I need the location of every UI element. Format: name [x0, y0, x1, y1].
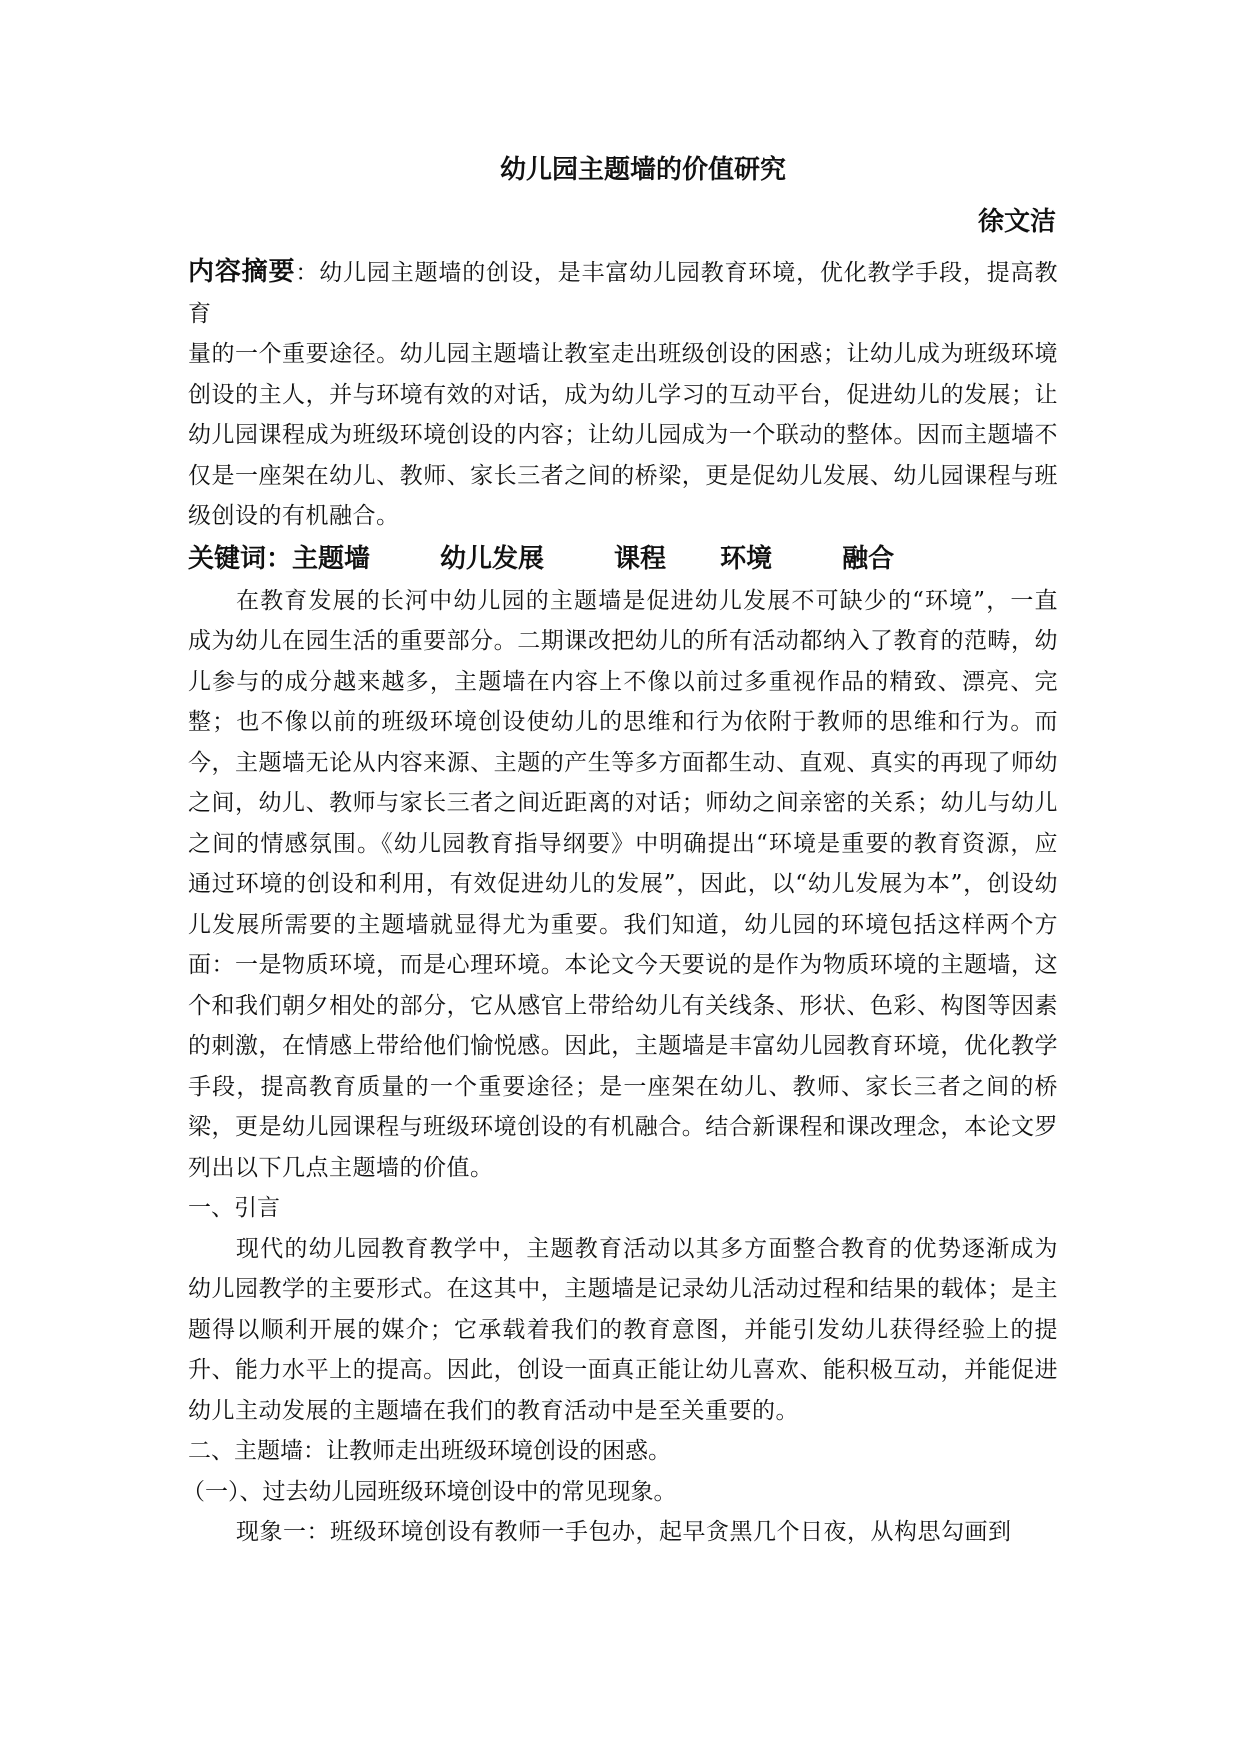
keyword-item: 融合 [842, 543, 895, 574]
subsection-paragraph: 现象一：班级环境创设有教师一手包办，起早贪黑几个日夜，从构思勾画到 [236, 1519, 1012, 1545]
keyword-item: 课程 [614, 543, 667, 574]
abstract-text-line1: 幼儿园主题墙的创设，是丰富幼儿园教育环境，优化教学手段，提高教育 [188, 260, 1058, 327]
keywords-label: 关键词： [188, 543, 293, 574]
section-paragraph: 现代的幼儿园教育教学中，主题教育活动以其多方面整合教育的优势逐渐成为幼儿园教学的主要形式。在这其中，主题墙是记录幼儿活动过程和结果的载体；是主题得以顺利开展的媒介；它承载着我们的教育意图，并能引发幼儿获得经验上的提升、能力水平上的提高。因此，创设一面真正能让幼儿喜欢、能积极互动，并能促进幼儿主动发展的主题墙在我们的教育活动中是至关重要的。 [188, 1235, 1058, 1424]
abstract-separator: ： [295, 260, 320, 286]
document-page [182, 150, 1058, 1553]
section-heading: 二、主题墙：让教师走出班级环境创设的困惑。 [188, 1438, 671, 1464]
keyword-item: 幼儿发展 [440, 543, 545, 574]
document-author: 徐文洁 [977, 207, 1056, 237]
abstract-label: 内容摘要 [188, 257, 296, 287]
document-title: 幼儿园主题墙的价值研究 [499, 155, 786, 185]
intro-paragraph: 在教育发展的长河中幼儿园的主题墙是促进幼儿发展不可缺少的“环境”，一直成为幼儿在园生活的重要部分。二期课改把幼儿的所有活动都纳入了教育的范畴，幼儿参与的成分越来越多，主题墙在内容上不像以前过多重视作品的精致、漂亮、完整；也不像以前的班级环境创设使幼儿的思维和行为依附于教师的思维和行为。而今，主题墙无论从内容来源、主题的产生等多方面都生动、直观、真实的再现了师幼之间，幼儿、教师与家长三者之间近距离的对话；师幼之间亲密的关系；幼儿与幼儿之间的情感氛围。《幼儿园教育指导纲要》中明确提出“环境是重要的教育资源，应通过环境的创设和利用，有效促进幼儿的发展”，因此，以“幼儿发展为本”，创设幼儿发展所需要的主题墙就显得尤为重要。我们知道，幼儿园的环境包括这样两个方面：一是物质环境，而是心理环境。本论文今天要说的是作为物质环境的主题墙，这个和我们朝夕相处的部分，它从感官上带给幼儿有关线条、形状、色彩、构图等因素的刺激，在情感上带给他们愉悦感。因此，主题墙是丰富幼儿园教育环境，优化教学手段，提高教育质量的一个重要途径；是一座架在幼儿、教师、家长三者之间的桥梁，更是幼儿园课程与班级环境创设的有机融合。结合新课程和课改理念，本论文罗列出以下几点主题墙的价值。 [188, 587, 1058, 1181]
subsection-heading: （一）、过去幼儿园班级环境创设中的常见现象。 [182, 1478, 677, 1505]
abstract-paragraph [188, 252, 1058, 334]
keyword-item: 环境 [720, 543, 773, 574]
abstract-text-rest: 量的一个重要途径。幼儿园主题墙让教室走出班级创设的困惑；让幼儿成为班级环境创设的主人，并与环境有效的对话，成为幼儿学习的互动平台，促进幼儿的发展；让幼儿园课程成为班级环境创设的内容；让幼儿园成为一个联动的整体。因而主题墙不仅是一座架在幼儿、教师、家长三者之间的桥梁，更是促幼儿发展、幼儿园课程与班级创设的有机融合。 [188, 341, 1058, 529]
keywords-line [188, 537, 1058, 581]
section-heading: 一、引言 [188, 1195, 280, 1221]
keyword-item: 主题墙 [292, 543, 371, 574]
